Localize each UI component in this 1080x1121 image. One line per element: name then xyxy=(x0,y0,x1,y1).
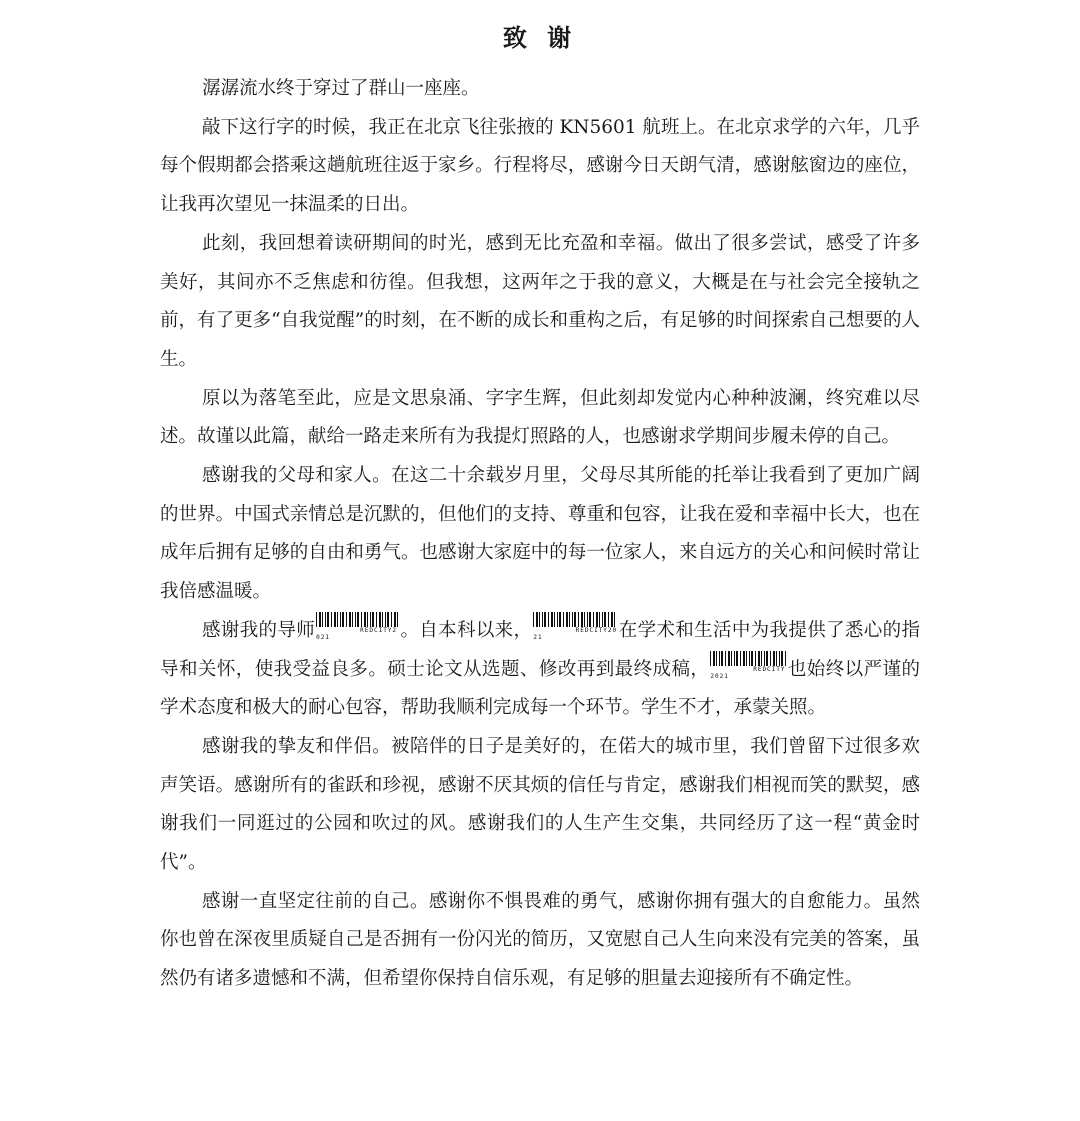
advisor-text-part-4: 也始终以严谨的学术态度和极大的耐心包容，帮助我顺利完成每一个环节。学生不才，承蒙关照。 xyxy=(160,658,920,719)
body-text xyxy=(160,70,920,999)
paragraph-graduate-years: 此刻，我回想着读研期间的时光，感到无比充盈和幸福。做出了很多尝试，感受了许多美好，其间亦不乏焦虑和彷徨。但我想，这两年之于我的意义，大概是在与社会完全接轨之前，有了更多“自我觉醒”的时刻，在不断的成长和重构之后，有足够的时间探索自己想要的人生。 xyxy=(160,232,920,370)
redaction-caption: REDCITY2021 xyxy=(710,665,786,680)
advisor-text-part-1: 感谢我的导师 xyxy=(202,619,316,641)
redaction-barcode xyxy=(710,651,786,680)
paragraph-dedication: 原以为落笔至此，应是文思泉涌、字字生辉，但此刻却发觉内心种种波澜，终究难以尽述。故谨以此篇，献给一路走来所有为我提灯照路的人，也感谢求学期间步履未停的自己。 xyxy=(160,387,920,448)
advisor-text-part-3: 在学术和生活中为我提供了悉心的指导和关怀，使我受益良多。硕士论文从选题、修改再到最终成稿， xyxy=(160,619,920,680)
advisor-text-part-2: 。自本科以来， xyxy=(400,619,533,641)
paragraph-opening: 潺潺流水终于穿过了群山一座座。 xyxy=(202,78,480,99)
paragraph-flight: 敲下这行字的时候，我正在北京飞往张掖的 KN5601 航班上。在北京求学的六年，几乎每个假期都会搭乘这趟航班往返于家乡。行程将尽，感谢今日天朗气清，感谢舷窗边的座位，让我再次望见一抹温柔的日出。 xyxy=(160,116,920,216)
redaction-barcode xyxy=(316,612,399,641)
redaction-caption: REDCITY2021 xyxy=(533,626,618,641)
redaction-caption: REDCITY2021 xyxy=(316,626,398,641)
paragraph-family: 感谢我的父母和家人。在这二十余载岁月里，父母尽其所能的托举让我看到了更加广阔的世界。中国式亲情总是沉默的，但他们的支持、尊重和包容，让我在爱和幸福中长大，也在成年后拥有足够的自由和勇气。也感谢大家庭中的每一位家人，来自远方的关心和问候时常让我倍感温暖。 xyxy=(160,465,920,603)
paragraph-self: 感谢一直坚定往前的自己。感谢你不惧畏难的勇气，感谢你拥有强大的自愈能力。虽然你也曾在深夜里质疑自己是否拥有一份闪光的简历，又宽慰自己人生向来没有完美的答案，虽然仍有诸多遗憾和不满，但希望你保持自信乐观，有足够的胆量去迎接所有不确定性。 xyxy=(160,890,920,990)
paragraph-friends: 感谢我的挚友和伴侣。被陪伴的日子是美好的，在偌大的城市里，我们曾留下过很多欢声笑语。感谢所有的雀跃和珍视，感谢不厌其烦的信任与肯定，感谢我们相视而笑的默契，感谢我们一同逛过的公园和吹过的风。感谢我们的人生产生交集，共同经历了这一程“黄金时代”。 xyxy=(160,735,920,874)
page-title: 致 谢 xyxy=(502,24,578,52)
redaction-barcode xyxy=(533,612,618,641)
paragraph-advisor xyxy=(160,612,920,728)
